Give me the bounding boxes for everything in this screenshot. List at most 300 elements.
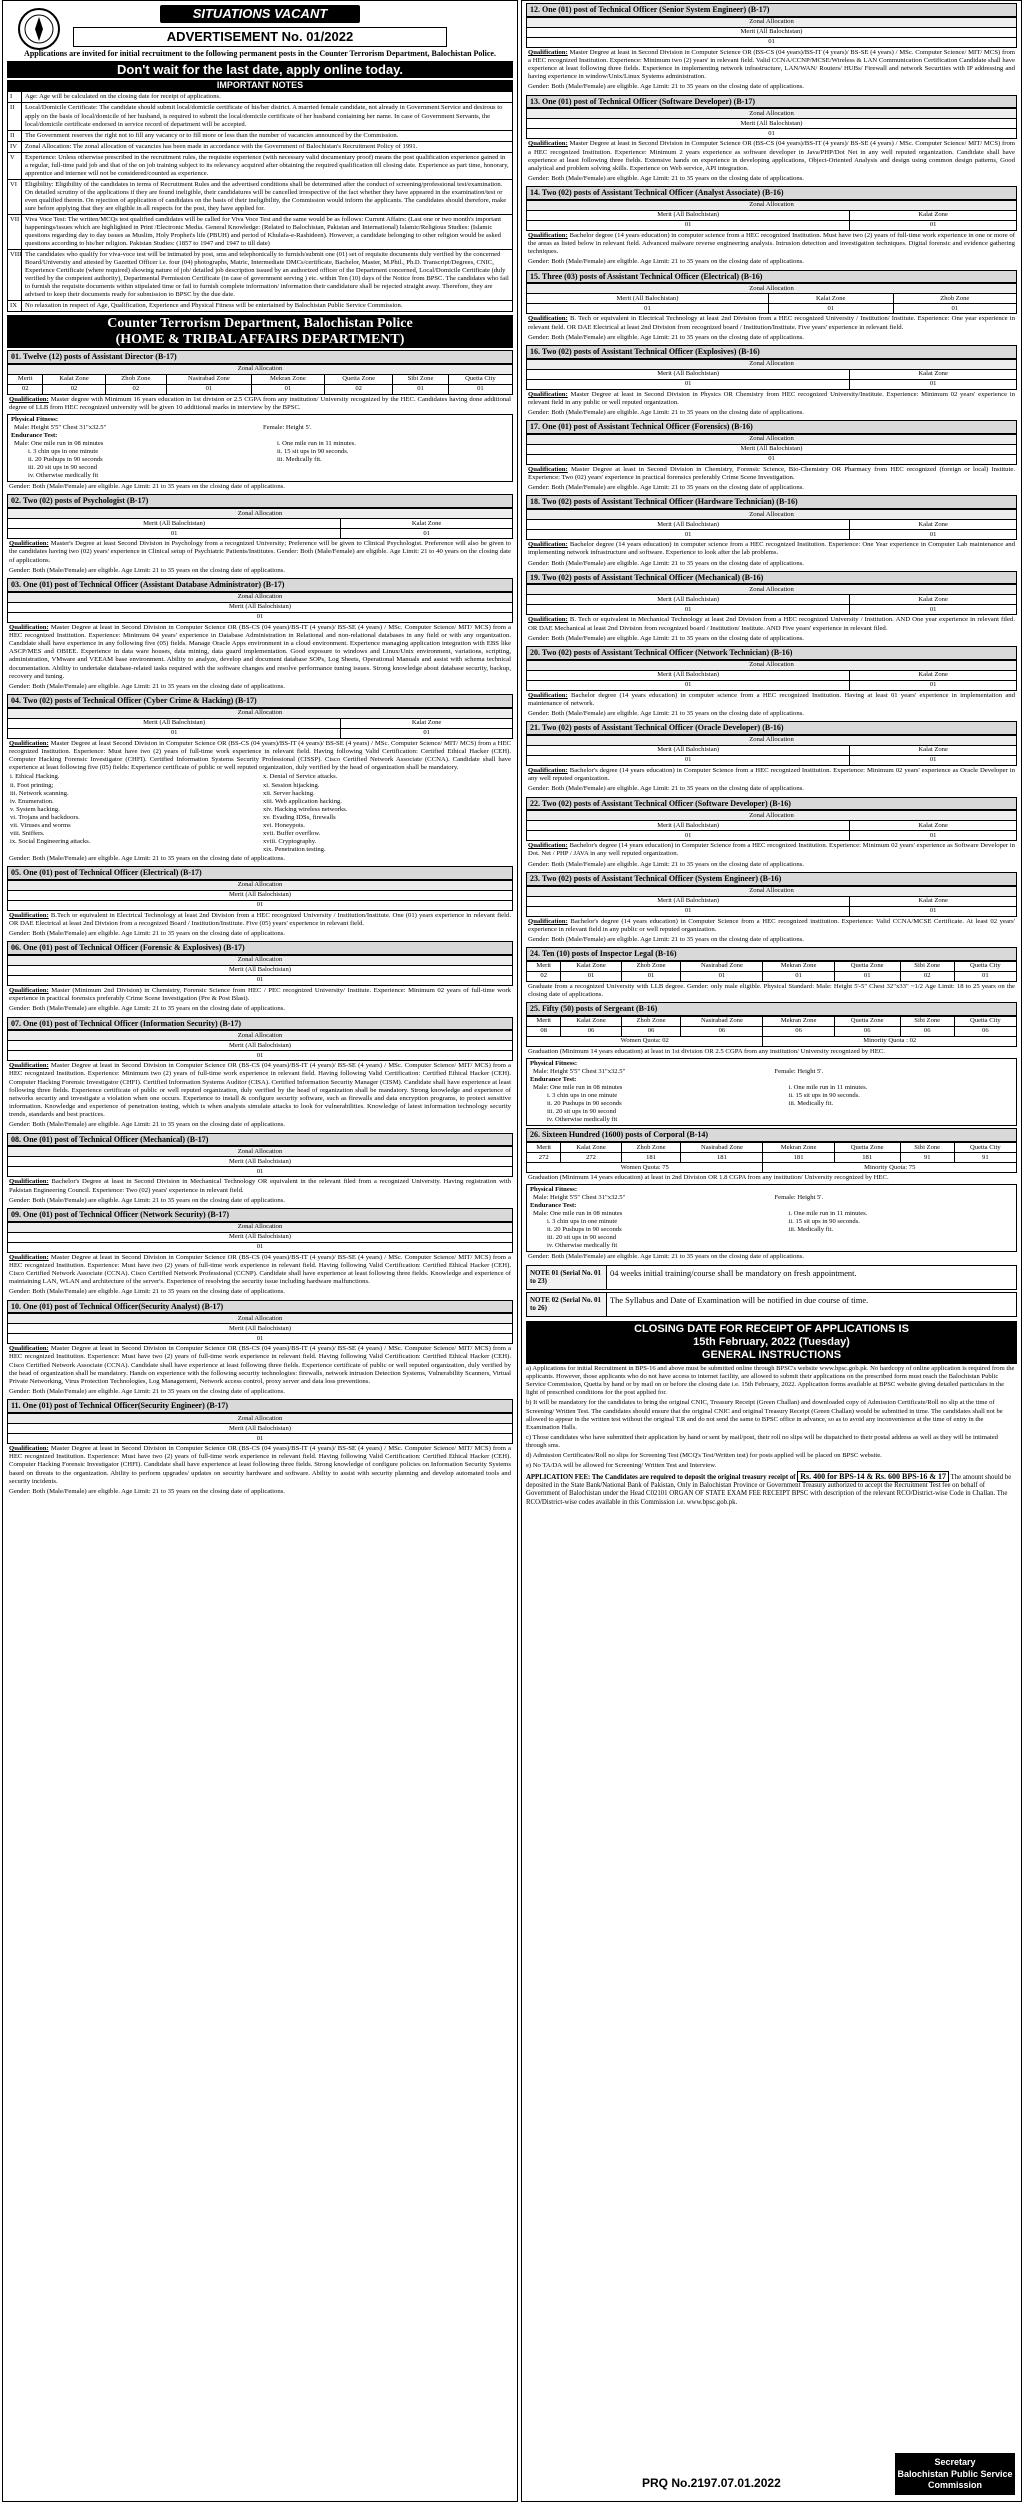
post-section — [7, 1300, 513, 1398]
post-heading: 25. Fifty (50) posts of Sergeant (B-16) — [526, 1002, 1017, 1016]
zone-header: Merit (All Balochistan) — [527, 520, 850, 530]
post-section — [526, 872, 1017, 945]
sergeant-section — [526, 1002, 1017, 1126]
qualification-label: Qualification: — [9, 986, 49, 994]
zone-header: Merit (All Balochistan) — [8, 965, 513, 975]
post-heading: 13. One (01) post of Technical Officer (Software Developer) (B-17) — [526, 95, 1017, 109]
male-endurance — [530, 1210, 772, 1250]
zonal-allocation-label: Zonal Allocation — [527, 660, 1017, 670]
zone-value: 01 — [768, 304, 893, 314]
skill-item: xiv. Hacking wireless networks. — [263, 805, 348, 813]
note-02 — [526, 1292, 1017, 1317]
zone-header: Merit (All Balochistan) — [8, 1324, 513, 1334]
skill-item: xvi. Honeypots. — [263, 821, 305, 829]
zone-table — [7, 1222, 513, 1253]
note-item — [8, 250, 512, 301]
gender-age-text: Gender: Both (Male/Female) are eligible. Age Limit: 21 to 35 years on the closing date of applications. — [528, 409, 804, 417]
zone-values-row — [8, 1051, 513, 1061]
note-item — [8, 301, 512, 311]
note-item — [8, 103, 512, 130]
gender-age-text: Gender: Both (Male/Female) are eligible. Age Limit: 21 to 35 years on the closing date of applications. — [9, 854, 285, 862]
gender-age-text: Gender: Both (Male/Female) are eligible. Age Limit: 21 to 35 years on the closing date of applications. — [528, 634, 804, 642]
post-section — [526, 345, 1017, 418]
post-heading: 17. One (01) post of Assistant Technical Officer (Forensics) (B-16) — [526, 420, 1017, 434]
note-text: Zonal Allocation: The zonal allocation of vacancies has been made in accordance with the Government of Balochistan's Recruitment Policy of 1991. — [25, 142, 418, 150]
skill-item: xvii. Buffer overflow. — [263, 829, 321, 837]
physical-title: Physical Fitness: — [530, 1186, 578, 1194]
zone-caption-row — [527, 510, 1017, 520]
post-heading: 24. Ten (10) posts of Inspector Legal (B-16) — [526, 947, 1017, 961]
zone-values-row — [8, 1242, 513, 1252]
female-endurance — [772, 1084, 1014, 1124]
zone-caption-row — [527, 585, 1017, 595]
qualification-text: Qualification: Master Degree at least in Second Division in Computer Science OR (BS-CS (04 years)/BS-IT (4 years)/ BS-SE (4 years) / MSc. Computer Science/ MIT/ MCS) from a HEC recognized Institution. Experience: Minimum two (2) years' in relevant field. Valid CCNA/CCNP/MCSE/Wireless & LAN Communication Certification Candidate shall have experience at least following three fields. Experience in implementing network infrastructure, LAN/WAN/ Routers/ HUBs/ Firewall and network Securities with IP addressing and having experience in window/Unix/Linux Systems administration. — [528, 48, 1015, 81]
zonal-allocation-label: Zonal Allocation — [527, 886, 1017, 896]
instruction-item: b) It will be mandatory for the candidates to bring the original CNIC, Treasury Receipt (Green Challan) and downloaded copy of Admission Certificate/Roll no slip at the time of Screening/ Written Test. The candidates should ensure that the original CNIC and original Treasury Receipt (Green Challan) would be submitted in time. The candidates shall not be allowed to appear in the written test without the original T.R and do not send the same to BPSC office in advance, so as to avoid any inconvenience at the time of entry in the Examination Halls. — [526, 1399, 1003, 1431]
zone-table — [7, 364, 513, 395]
post-section — [7, 1399, 513, 1497]
zone-cell: 06 — [763, 1026, 834, 1036]
qualification-label: Qualification: — [528, 465, 568, 473]
zone-values-row — [527, 605, 1017, 615]
zonal-allocation-label: Zonal Allocation — [8, 708, 513, 718]
zone-cell: 06 — [954, 1026, 1016, 1036]
gender-age-text: Gender: Both (Male/Female) are eligible. Age Limit: 21 to 35 years on the closing date of applications. — [528, 175, 804, 183]
general-instructions-heading: GENERAL INSTRUCTIONS — [701, 1349, 842, 1362]
zone-header: Merit (All Balochistan) — [8, 519, 341, 529]
post-heading: 02. Two (02) posts of Psychologist (B-17) — [7, 494, 513, 508]
zonal-allocation-label: Zonal Allocation — [8, 1147, 513, 1157]
zone-value: 01 — [527, 756, 850, 766]
zone-value: 01 — [527, 454, 1017, 464]
zone-cell: 01 — [561, 971, 621, 981]
zonal-allocation-label: Zonal Allocation — [8, 1031, 513, 1041]
endurance-lists — [11, 440, 509, 480]
zone-header: Merit (All Balochistan) — [8, 602, 513, 612]
zonal-allocation-label: Zonal Allocation — [527, 585, 1017, 595]
endurance-item: ii. 20 Pushups in 90 seconds — [547, 1100, 622, 1108]
qualification-text: Qualification: B. Tech or equivalent in Electrical Technology at least 2nd Division from a HEC recognized University / Institution/ Institute. Experience: One year experience in relevant field. OR DAE Electrical at least 2nd Division from recognized board / Institution/Institute. Five years' experience in relevant field. — [528, 315, 1015, 331]
zone-values-row — [527, 831, 1017, 841]
qualification-text: Qualification: Bachelor degree (14 years education) in computer science from a HEC recognized Institution. Experience: One Year experience in Computer Lab maintenance and implementing network infrastructure and software. Experience to look after the lab problems. — [528, 541, 1015, 557]
zone-values-row — [527, 379, 1017, 389]
note-text: Viva Voce Test: The written/MCQs test qualified candidates will be called for Viva Voce Test and the same would be as follows: Current Affairs: (Last one or two month's important happenings/issues which are highlighted in Print /Electronic Media. General Knowledge: (Related to Balochistan, Pakistan and International) Islamic/Religious Studies: (Islamic questions regarding day to day issues as Muslim, Holy Prophet's life (PBUH) and period of Khulafa-e-Rashideen). However, a candidate belonging to other religion would be asked questions according to his/her religion. Pakistan Studies: (1857 to 1947 and 1947 to till date) — [25, 215, 502, 247]
female-standard: Female: Height 5'. — [263, 424, 312, 432]
qualification-text: Graduate from a recognized University with LLB degree. Gender: only male eligible. Physical Standard: Male: Height 5'-5" Chest 32"x33" ~1/2 Age Limit: 18 to 25 years on the closing date of applications. — [528, 982, 1015, 998]
skills-col-1 — [7, 773, 260, 853]
endurance-item: i. One mile run in 11 minutes. — [788, 1084, 868, 1092]
skill-item: iii. Network scanning. — [10, 789, 69, 797]
skill-item: xv. Evading IDSs, firewalls — [263, 813, 336, 821]
zone-cell: 181 — [621, 1153, 681, 1163]
endurance-item: iii. Medically fit. — [788, 1100, 834, 1108]
endurance-item: iv. Otherwise medically fit — [28, 472, 99, 480]
closing-date-banner — [526, 1321, 1017, 1365]
skill-item: xviii. Cryptography. — [263, 837, 317, 845]
skill-item: vi. Trojans and backdoors. — [10, 813, 80, 821]
advertisement-number: ADVERTISEMENT No. 01/2022 — [73, 27, 447, 47]
zone-header: Merit (All Balochistan) — [527, 444, 1017, 454]
important-notes-list — [7, 91, 513, 312]
zone-header-row — [527, 520, 1017, 530]
zone-value: 02 — [105, 384, 167, 394]
zone-cell: Sibi Zone — [900, 1143, 954, 1153]
zone-caption-row — [8, 509, 513, 519]
skill-item: xii. Server hacking. — [263, 789, 315, 797]
zone-value: 02 — [43, 384, 105, 394]
female-endurance-list — [775, 1084, 1011, 1108]
zone-table — [7, 955, 513, 986]
qualification-text: Qualification: Bachelor's degree (14 years education) in Computer Science from a HEC recognized institution. Experience: Valid CCNA/MCSE Certificate. At least 02 years' experience in relevant field in any public or well reputed organization. — [528, 917, 1015, 933]
zone-cell: Mekran Zone — [763, 1143, 834, 1153]
zone-header-row — [527, 821, 1017, 831]
male-endurance — [530, 1084, 772, 1124]
endurance-item: iii. Medically fit. — [788, 1226, 834, 1234]
fee-text: APPLICATION FEE: The Candidates are required to deposit the original treasury receipt of — [526, 1473, 796, 1481]
sig-org-2: Commission — [927, 2479, 982, 2490]
post-section — [7, 1208, 513, 1298]
gender-age-text: Gender: Both (Male/Female) are eligible. Age Limit: 21 to 35 years on the closing date of applications. — [528, 484, 804, 492]
zone-value: 02 — [8, 384, 43, 394]
post-section — [526, 571, 1017, 644]
note-text: 04 weeks initial training/course shall be mandatory on fresh appointment. — [610, 1268, 857, 1278]
zone-header: Zhob Zone — [893, 294, 1016, 304]
zone-table — [526, 735, 1017, 766]
zonal-allocation-label: Zonal Allocation — [527, 736, 1017, 746]
zone-value: 01 — [167, 384, 252, 394]
post-heading: 22. Two (02) posts of Assistant Technical Officer (Software Developer) (B-16) — [526, 797, 1017, 811]
zone-values-row — [527, 220, 1017, 230]
zone-values-row — [527, 454, 1017, 464]
zone-cell: 08 — [527, 1026, 561, 1036]
gender-age-text: Gender: Both (Male/Female) are eligible. Age Limit: 21 to 35 years on the closing date of applications. — [9, 1121, 285, 1129]
zone-value: 01 — [527, 906, 850, 916]
sig-org: Balochistan Public Service — [897, 2468, 1013, 2479]
endurance-item: iii. Medically fit. — [277, 456, 322, 464]
zone-header: Merit (All Balochistan) — [527, 369, 850, 379]
male-standard: Male: Height 5'5" Chest 31"x32.5" — [533, 1194, 626, 1202]
zone-cell: Kalat Zone — [561, 961, 621, 971]
post-section — [7, 494, 513, 575]
zone-values-row — [527, 129, 1017, 139]
skill-item: i. Ethical Hacking. — [10, 773, 60, 781]
post-heading: 20. Two (02) posts of Assistant Technical Officer (Network Technician) (B-16) — [526, 646, 1017, 660]
gender-age-text: Gender: Both (Male/Female) are eligible. Age Limit: 21 to 35 years on the closing date of applications. — [9, 1288, 285, 1296]
post-heading: 09. One (01) post of Technical Officer (Network Security) (B-17) — [7, 1208, 513, 1222]
zone-cell: 181 — [834, 1153, 900, 1163]
post-heading: 10. One (01) post of Technical Officer(Security Analyst) (B-17) — [7, 1300, 513, 1314]
zone-value: 01 — [850, 530, 1017, 540]
left-posts — [3, 350, 517, 1497]
zone-table — [526, 1142, 1017, 1173]
zone-header: Merit (All Balochistan) — [527, 27, 1017, 37]
zone-table — [526, 1016, 1017, 1047]
general-instructions — [522, 1364, 1021, 1470]
physical-title: Physical Fitness: — [11, 416, 59, 424]
note-text: The Syllabus and Date of Examination will be notified in due course of time. — [610, 1295, 869, 1305]
zone-value: 01 — [8, 728, 341, 738]
endurance-title: Endurance Test: — [11, 432, 58, 440]
zone-header: Merit (All Balochistan) — [527, 821, 850, 831]
women-quota: Women Quota: 02 — [527, 1036, 763, 1046]
zone-values-row — [527, 530, 1017, 540]
post-heading: 11. One (01) post of Technical Officer(Security Engineer) (B-17) — [7, 1399, 513, 1413]
qualification-label: Qualification: — [528, 231, 568, 239]
zone-caption-row — [527, 434, 1017, 444]
note-item — [8, 131, 512, 142]
qualification-text: Qualification: Master Degree at least in Second Division in Computer Science OR (BS-CS (04 years)/BS-IT (4 years)/ BS-SE (4 years) / MSc. Computer Science/ MIT/ MCS) from a HEC recognized Institution. Experience: Minimum 04 years' experience in Database Administration in Relational and non-relational databases in any field or with any organization. Candidate shall have experience in any following five (05) fields. Manage Oracle Apps environment in a cloud environment. Experience managing application integration with EBS like ASCP/MES and OBIEE. Experience in data ware houses, data mining, data guard implementation. Good exposure to windows and Linux/Unix environment, variations, scripting, administration, VMware and VEEAM base environment. Ability to analyze, develop and document database SOPs, Log Sheets, Operational Manuals and assist with schema technical documentation. Ability to undertake database-related tasks required with the software changes and resolve performance tuning issues. Strong knowledge about database security, backup, recovery and tuning. — [9, 623, 511, 680]
fee-details: The amount should be deposited in the State Bank/National Bank of Pakistan, Only in Balochistan Province or Government Treasury authorized to accept the Recruitment Test fee on behalf of Government of Balochistan under the Head C02101 ORGAN OF STATE EXAM FEE RECEIPT BPSC with description of the relevant RCO/District-wise Code in Challan. The RCO/District-wise codes available in this Commission i.e. www.bpsc.gob.pk. — [526, 1473, 1012, 1506]
zone-header: Kalat Zone — [850, 896, 1017, 906]
zone-caption-row — [8, 592, 513, 602]
zone-header-row — [527, 746, 1017, 756]
zone-value: 01 — [527, 129, 1017, 139]
zone-caption-row — [527, 359, 1017, 369]
zone-header-row — [8, 1041, 513, 1051]
note-number: II — [8, 103, 22, 129]
zone-header: Kalat Zone — [43, 374, 105, 384]
endurance-item: iii. 20 sit ups in 90 second — [547, 1108, 617, 1116]
post-section — [7, 941, 513, 1014]
endurance-item: ii. 20 Pushups in 90 seconds — [28, 456, 103, 464]
endurance-item: i. 3 chin ups in one minute — [547, 1092, 618, 1100]
endurance-item: i. One mile run in 11 minutes. — [277, 440, 356, 448]
zonal-allocation-label: Zonal Allocation — [8, 364, 513, 374]
instruction-item: e) No TA/DA will be allowed for Screening/ Written Test and Interview. — [526, 1461, 717, 1469]
gender-age-text: Gender: Both (Male/Female) are eligible. Age Limit: 21 to 35 years on the closing date of applications. — [528, 83, 804, 91]
zone-cell: 02 — [527, 971, 561, 981]
zone-values-row — [8, 1167, 513, 1177]
zonal-allocation-label: Zonal Allocation — [527, 17, 1017, 27]
note-label: NOTE 01 (Serial No. 01 to 23) — [527, 1266, 607, 1289]
zone-header: Kalat Zone — [850, 670, 1017, 680]
zone-value: 01 — [8, 1334, 513, 1344]
male-standard: Male: Height 5'5" Chest 31"x32.5" — [533, 1068, 626, 1076]
zone-header-row — [527, 595, 1017, 605]
qualification-label: Qualification: — [9, 1178, 49, 1186]
endurance-item: ii. 15 sit ups in 90 seconds. — [788, 1218, 860, 1226]
zone-table — [526, 108, 1017, 139]
skill-item: x. Denial of Service attacks. — [263, 773, 338, 781]
zone-header: Mekran Zone — [251, 374, 324, 384]
qualification-text: Qualification: B.Tech or equivalent in Electrical Technology at least 2nd Division from a HEC recognized University / Institution/Institute. One (01) years experience in relevant field. OR DAE Electrical at least 2nd Division from a recognized Board / Institution/Institute. Five (05) years' experience in relevant field. — [9, 911, 511, 927]
note-text: No relaxation in respect of Age, Qualification, Experience and Physical Fitness will be entertained by Balochistan Public Service Commission. — [25, 302, 403, 310]
post-heading: 12. One (01) post of Technical Officer (Senior System Engineer) (B-17) — [526, 3, 1017, 17]
qualification-text: Qualification: Master Degree at least in Second Division in Computer Science OR (BS-CS (04 years)/BS-IT (4 years)/ BS-SE (4 years) / MSc. Computer Science/ MIT/ MCS) from a HEC recognized Institution. Experience: Minimum two (2) years of full-time work experience in relevant field. Having following Valid Certification: Certified Ethical Hacker (CEH). Computer Hacking Forensic Investigator (CHFI). Certified Information Systems Auditor (CISA). Certified Information Security Manager (CISM). Candidate shall have experience at least following three fields. Experience certificate of public or well reputed organization, duly verified by the head of organization shall be mandatory. Strong knowledge and experience of networks security and investigate a violation when one occurs. Experience to install & configure security software, such as firewalls and data encryption programs, to protect sensitive information. Knowledge and experience of penetration testing, which is when analysts simulate attacks to look for vulnerabilities. Knowledge of latest information technology security trends, standards and best practices. — [9, 1062, 511, 1119]
gender-age-text: Gender: Both (Male/Female) are eligible. Age Limit: 21 to 35 years on the closing date of applications. — [9, 1487, 285, 1495]
note-number: V — [8, 153, 22, 179]
qualification-label: Qualification: — [528, 842, 568, 850]
note-number: I — [8, 92, 22, 102]
zone-caption-row — [8, 880, 513, 890]
department-heading — [7, 315, 513, 348]
zone-header-row — [8, 519, 513, 529]
skill-item: viii. Sniffers. — [10, 829, 45, 837]
skill-item: xiii. Web application hacking. — [263, 797, 343, 805]
zone-value: 01 — [893, 304, 1016, 314]
note-item — [8, 142, 512, 153]
zone-header: Merit (All Balochistan) — [527, 210, 850, 220]
zone-header: Merit (All Balochistan) — [527, 746, 850, 756]
zone-table — [7, 880, 513, 911]
female-endurance — [260, 440, 509, 480]
zone-header-row — [8, 1324, 513, 1334]
right-column — [521, 0, 1022, 2502]
physical-fitness-box — [526, 1184, 1017, 1252]
inspector-section — [526, 947, 1017, 1000]
zone-value: 01 — [527, 680, 850, 690]
zone-values-row — [527, 304, 1017, 314]
zone-value: 01 — [850, 605, 1017, 615]
minority-quota: Minority Quota: 75 — [763, 1163, 1017, 1173]
zone-table — [526, 810, 1017, 841]
qualification-label: Qualification: — [528, 390, 568, 398]
note-text: The candidates who qualify for viva-voce test will be intimated by post, sms and telephonically to furnish/submit one (01) set of requisite documents duly verified by the concerned Board/University and attested by Gazetted Officer i.e. four (04) photographs, Matric, Intermediate DMCs/certificate, Bachelor, Master, M.Phil., Ph.D. Transcript/Degrees, CNIC, Experience Certificate (where required) showing nature of job/ detailed job description issued by an authorized officer of the Department concerned, Local/Domicile Certificate (duly verified by the competent authority), Departmental Permission Certificate (in case of government serving ) etc. within Ten (10) days of the Notice from BPSC. The candidates who fail to furnish the requisite documents within stipulated time or fail to furnish complete information/ information their candidature shall be rejected straight away. Therefore, they are advised to keep their documents ready for submission to BPSC by the due date. — [25, 250, 509, 299]
post-heading: 03. One (01) post of Technical Officer (Assistant Database Administrator) (B-17) — [7, 578, 513, 592]
zone-value: 01 — [8, 975, 513, 985]
zone-value: 01 — [8, 529, 341, 539]
zone-cell: Mekran Zone — [763, 1016, 834, 1026]
zone-header: Merit (All Balochistan) — [8, 718, 341, 728]
post-section — [526, 646, 1017, 719]
post-heading: 19. Two (02) posts of Assistant Technical Officer (Mechanical) (B-16) — [526, 571, 1017, 585]
zone-value: 01 — [8, 612, 513, 622]
qualification-text: Qualification: B. Tech or equivalent in Mechanical Technology at least 2nd Division from a HEC recognized University / Institution. AND One year experience in relevant filed. OR DAE Mechanical at least 2nd Division from recognized board / Institution/ Institute. AND Five years' experience in relevant filed. — [528, 616, 1015, 632]
zone-header: Kalat Zone — [850, 821, 1017, 831]
zone-header: Merit (All Balochistan) — [527, 670, 850, 680]
zone-header: Kalat Zone — [850, 369, 1017, 379]
gender-age-text: Gender: Both (Male/Female) are eligible. Age Limit: 21 to 35 years on the closing date of applications. — [9, 566, 285, 574]
zone-table — [526, 434, 1017, 465]
gender-age-text: Gender: Both (Male/Female) are eligible. Age Limit: 21 to 35 years on the closing date of applications. — [528, 785, 804, 793]
zone-caption-row — [8, 364, 513, 374]
zone-header-row — [527, 119, 1017, 129]
zone-table — [7, 1313, 513, 1344]
zone-value: 01 — [8, 1051, 513, 1061]
note-text: Age: Age will be calculated on the closing date for receipt of applications. — [25, 93, 221, 101]
zone-cell: Nasirabad Zone — [681, 1143, 763, 1153]
zone-header-row — [8, 890, 513, 900]
gender-age-text: Gender: Both (Male/Female) are eligible. Age Limit: 21 to 35 years on the closing date of applications. — [528, 860, 804, 868]
post-section — [7, 350, 513, 493]
physical-fitness-box — [7, 414, 513, 482]
post-section — [526, 186, 1017, 267]
qualification-text: Qualification: Master Degree at least in Second Division in Computer Science OR (BS-CS (04 years)/BS-IT (4 years)/ BS-SE (4 years) / MSc. Computer Science/ MIT/ MCS) from a HEC recognized Institution. Experience: Must have two (2) years of full-time work experience in relevant field. Having following Valid Certification: Certified Ethical Hacker (CEH). Cisco Certified Network Associate (CCNA). Cisco Certified Network Professional (CCNP). Candidate shall have experience at least following three fields. Knowledge and experience of maintaining LAN, WLAN and architecture of the server's. Experience of resolving the security issue including hardware malfunctions. — [9, 1253, 511, 1286]
zone-cell: Zhob Zone — [621, 961, 681, 971]
note-number: IV — [8, 142, 22, 152]
zone-cell: 01 — [834, 971, 900, 981]
qualification-text: Qualification: Bachelor's Degree at least in Second Division in Mechanical Technology OR equivalent in the relevant filed from a recognized University. Having registration with Pakistan Engineering Council. Experience: Two (02) years' experience in relevant field. — [9, 1178, 511, 1194]
gender-age-text: Gender: Both (Male/Female) are eligible. Age Limit: 21 to 35 years on the closing date of applications. — [528, 258, 804, 266]
female-endurance-list — [775, 1210, 1011, 1234]
zone-value: 01 — [527, 37, 1017, 47]
closing-date: 15th February, 2022 (Tuesday) — [693, 1335, 850, 1348]
bpsc-logo — [9, 5, 69, 53]
zone-value: 01 — [850, 906, 1017, 916]
zone-value: 01 — [8, 1242, 513, 1252]
zone-values-row — [8, 1434, 513, 1444]
intro-text: Applications are invited for initial recruitment to the following permanent posts in the Counter Terrorism Department, Balochistan Police. — [24, 48, 496, 58]
male-endurance — [11, 440, 260, 480]
zone-caption-row — [8, 1414, 513, 1424]
zone-value: 01 — [8, 1434, 513, 1444]
note-number: VIII — [8, 250, 22, 300]
zone-cell: Quetta Zone — [834, 1016, 900, 1026]
zone-cell: Zhob Zone — [621, 1143, 681, 1153]
qualification-text: Qualification: Master Degree at least in Second Division in Physics OR Chemistry from HEC recognized University/Institute. Experience: Minimum 02 years' experience in relevant field in any public or well reputed organization. — [528, 390, 1015, 406]
zone-table — [526, 660, 1017, 691]
female-standard: Female: Height 5'. — [774, 1068, 824, 1076]
zone-table — [526, 359, 1017, 390]
note-text: Local/Domicile Certificate: The candidate should submit local/domicile certificate of his/her district. A married female candidate, not already in Government Service and desirous to apply on the basis of local/domicile of her husband, is required to submit the local/domicile certificate of her husband containing her name. In case of Government Servants, the local/domicile certificate endorsed in service record of department will be accepted. — [25, 104, 503, 128]
zone-cell: Quetta City — [954, 1016, 1016, 1026]
situations-vacant-banner: SITUATIONS VACANT — [160, 5, 360, 23]
zone-caption-row — [527, 17, 1017, 27]
note-number: II — [8, 131, 22, 141]
zonal-allocation-label: Zonal Allocation — [527, 811, 1017, 821]
male-endurance-head: Male: One mile run in 08 minutes — [533, 1210, 623, 1218]
endurance-item: i. One mile run in 11 minutes. — [788, 1210, 868, 1218]
zone-table — [7, 1030, 513, 1061]
post-heading: 15. Three (03) posts of Assistant Technical Officer (Electrical) (B-16) — [526, 270, 1017, 284]
qualification-label: Qualification: — [528, 48, 568, 56]
zonal-allocation-label: Zonal Allocation — [8, 880, 513, 890]
zone-value: 01 — [850, 379, 1017, 389]
zone-value: 01 — [341, 728, 513, 738]
zone-cell: Sibi Zone — [900, 961, 954, 971]
note-label: NOTE 02 (Serial No. 01 to 26) — [527, 1293, 607, 1316]
qualification-label: Qualification: — [528, 541, 568, 549]
zone-cell: Quetta Zone — [834, 961, 900, 971]
zone-value: 02 — [325, 384, 393, 394]
post-section — [7, 866, 513, 939]
zone-table — [526, 509, 1017, 540]
zone-header-row — [527, 369, 1017, 379]
zonal-allocation-label: Zonal Allocation — [527, 434, 1017, 444]
qualification-text: Qualification: Master's Degree at least Second Division in Psychology from a recognized University; Preference will be given to Clinical Psychologist. Preference will also be given to the candidates having two (02) years' experience in Clinical setup of Psychiatric Patients/Institutes. Gender: Both (Male/Female) are eligible. Age Limit: 21 to 40 years on the closing date of applications. — [9, 540, 511, 564]
zone-caption-row — [8, 1147, 513, 1157]
zonal-allocation-label: Zonal Allocation — [8, 592, 513, 602]
prq-number: PRQ No.2197.07.01.2022 — [642, 2476, 781, 2491]
qualification-label: Qualification: — [528, 691, 568, 699]
zone-values-row — [8, 975, 513, 985]
qualification-text: Qualification: Master Degree at least in Second Division in Computer Science OR (BS-CS (04 years)/BS-IT (4 years)/ BS-SE (4 years) / MSc. Computer Science/ MIT/ MCS) from a HEC recognized Institution. Experience: Minimum 2 years experience as software developer in Java/PHP/Dot Net in any well reputed organization. Candidate shall have experience at least following three fields. Extensive hands on experience in developing applications, Object-Oriented Analysis and design using common design patterns, Good analytical and problem solving skills. Experience on Web service, API integration. — [528, 140, 1015, 172]
skills-list — [7, 773, 513, 853]
zone-cell: 91 — [954, 1153, 1016, 1163]
female-endurance — [772, 1210, 1014, 1250]
zone-value: 01 — [527, 304, 769, 314]
qualification-label: Qualification: — [9, 739, 49, 747]
physical-fitness-box — [526, 1058, 1017, 1126]
qualification-text: Qualification: Master Degree at least in Second Division in Computer Science OR (BS-CS (04 years)/BS-IT (4 years)/ BS-SE (4 years) / MSc. Computer Science/ MIT/ MCS) from a HEC recognized Institution. Experience: Must have two (2) years of full-time work experience in relevant field. Having following Valid Certification: Certified Ethical Hacker (CEH). Computer Hacking Forensic Investigator (CHFI). Candidate shall have experience at least following three fields. Strong knowledge of configure policies on Information Security Systems based on threats to the organization. Ability to perform upgrades/ updates on security hardware and software. Ability to assist with security planning and develop automated tools and security incidents. — [9, 1445, 511, 1485]
male-standard: Male: Height 5'5" Chest 31"x32.5" — [14, 424, 107, 432]
zone-header-row — [527, 896, 1017, 906]
qualification-text: Qualification: Master Degree at least in Second Division in Computer Science OR (BS-CS (04 years)/BS-IT (4 years)/ BS-SE (4 years) / MSc. Computer Science/ MIT/ MCS) from a HEC recognized Institution. Experience: Must have two (2) years of full-time work experience in relevant field. Having following Valid Certification: Certified Ethical Hacker (CEH). Cisco Certified Network Associate (CCNA). Candidate shall have experience at least following three fields. Experience certificate of public or well reputed organization, duly verified by the head of organization shall be mandatory. Hands on experience with the following security technologies: firewalls, network intrusion Detection Systems, Vulnerability Scanners, Virtual Private Networking, Virus Protection Technologies, Log Management, Network access control, proxy server and data loss preventions. — [9, 1345, 511, 1385]
post-section — [7, 578, 513, 692]
qualification-text: Qualification: Bachelor's degree (14 years education) in Computer Science from a HEC recognized Institution. Experience: Minimum 02 years' experience as Oracle Developer in any well reputed organization. — [528, 767, 1015, 783]
qualification-label: Qualification: — [528, 616, 568, 624]
male-endurance-head: Male: One mile run in 08 minutes — [14, 440, 104, 448]
post-section — [526, 495, 1017, 568]
post-heading: 01. Twelve (12) posts of Assistant Director (B-17) — [7, 350, 513, 364]
department-name: Counter Terrorism Department, Balochistan Police — [107, 316, 413, 332]
endurance-item: ii. 15 sit ups in 90 seconds. — [277, 448, 349, 456]
note-text: The Government reserves the right not to fill any vacancy or to fill more or less than the number of vacancies announced by the Commission. — [25, 131, 399, 139]
qualification-label: Qualification: — [9, 540, 49, 548]
endurance-item: iv. Otherwise medically fit — [547, 1242, 618, 1250]
male-endurance-head: Male: One mile run in 08 minutes — [533, 1084, 623, 1092]
post-heading: 18. Two (02) posts of Assistant Technical Officer (Hardware Technician) (B-16) — [526, 495, 1017, 509]
